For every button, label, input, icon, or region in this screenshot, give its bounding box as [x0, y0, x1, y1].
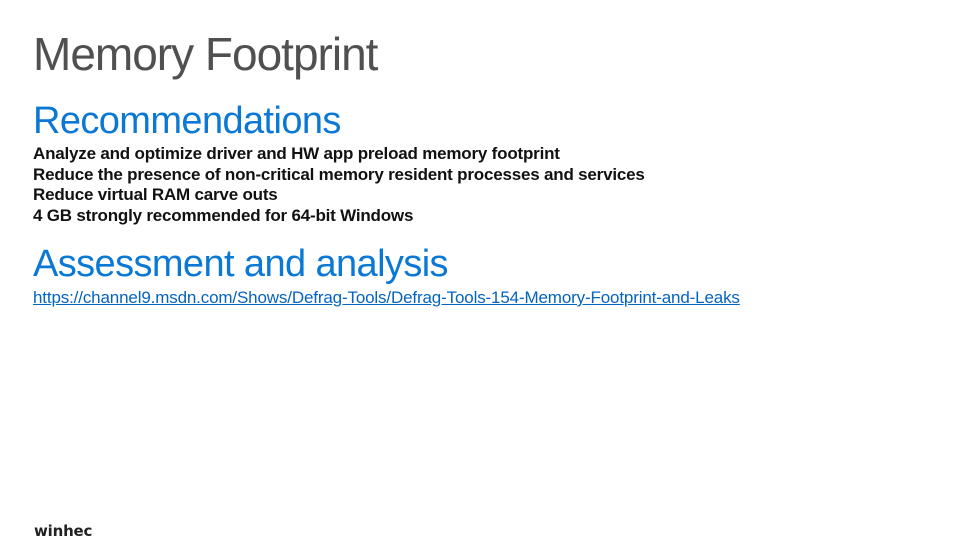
list-item: Reduce virtual RAM carve outs [33, 185, 278, 204]
recommendations-list [33, 144, 645, 226]
list-item: Reduce the presence of non-critical memory resident processes and services [33, 164, 645, 184]
list-item: Analyze and optimize driver and HW app preload memory footprint [33, 144, 560, 163]
winhec-logo: winhec [34, 522, 93, 540]
recommendations-heading: Recommendations [33, 100, 341, 142]
list-item: 4 GB strongly recommended for 64-bit Windows [33, 205, 414, 225]
assessment-heading: Assessment and analysis [33, 243, 448, 285]
defrag-tools-link[interactable]: https://channel9.msdn.com/Shows/Defrag-Tools/Defrag-Tools-154-Memory-Footprint-and-Leaks [33, 288, 740, 307]
page-title: Memory Footprint [33, 28, 378, 80]
